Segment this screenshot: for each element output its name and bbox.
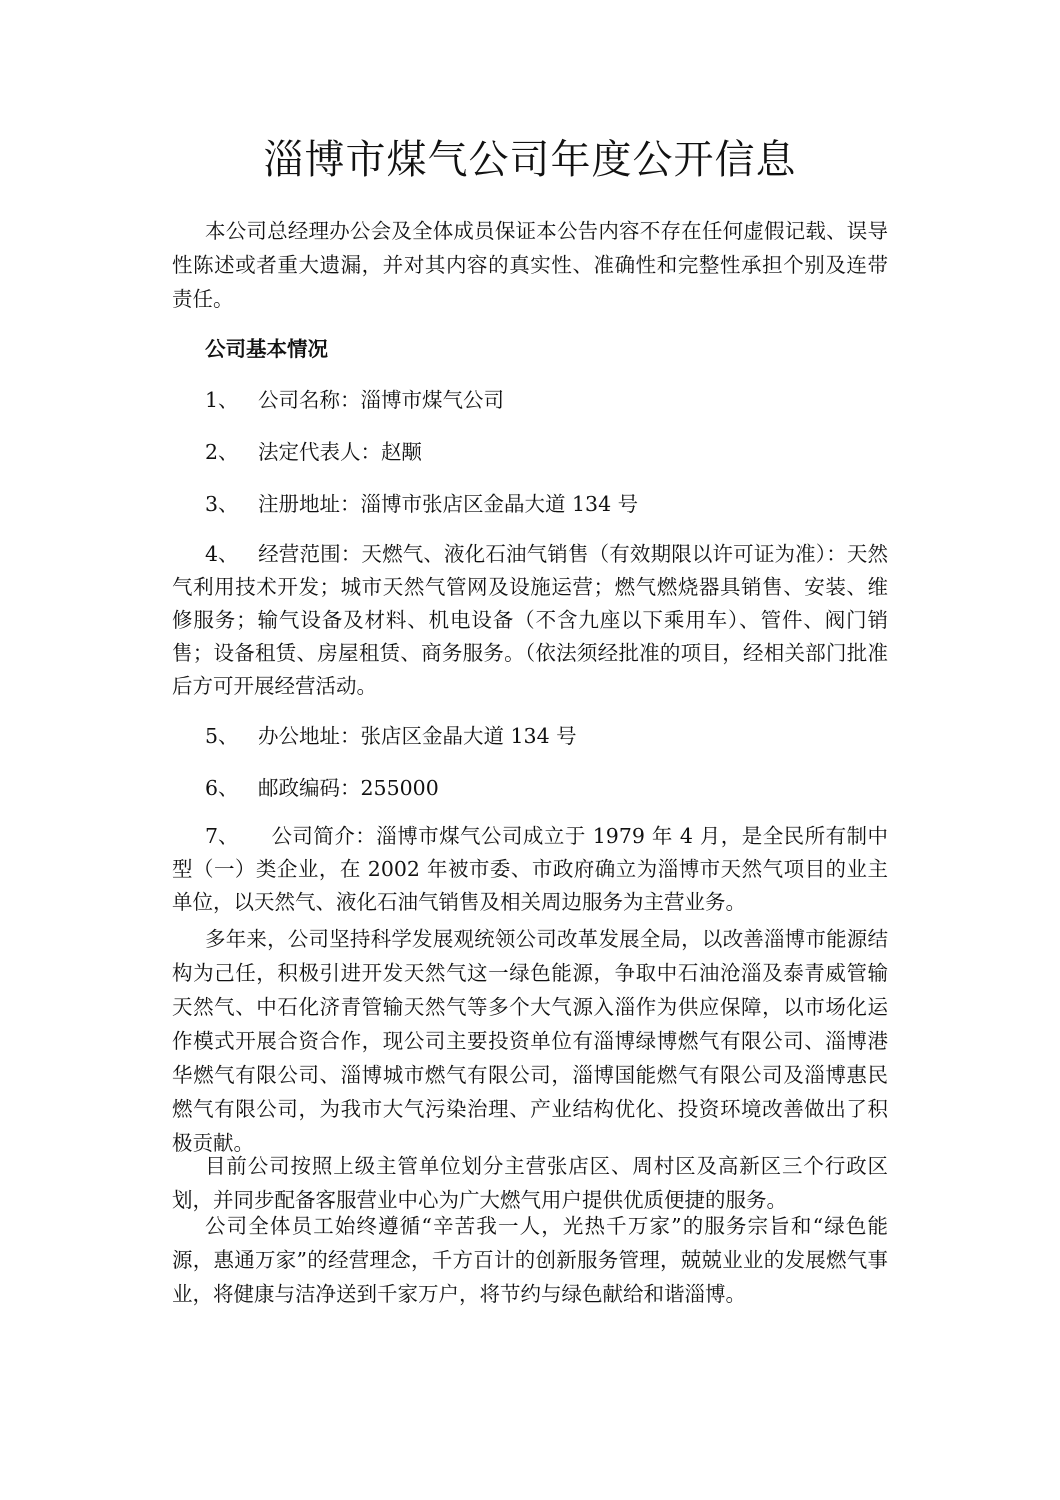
info-item-registered-address: [205, 487, 638, 521]
body-paragraph-philosophy: 公司全体员工始终遵循“辛苦我一人，光热千万家”的服务宗旨和“绿色能源，惠通万家”的经营理念，千方百计的创新服务管理，兢兢业业的发展燃气事业，将健康与洁净送到千家万户，将节约与绿色献给和谐淄博。: [172, 1214, 888, 1306]
item-number: 6、: [205, 776, 239, 800]
info-item-office-address: [205, 719, 577, 753]
item-number: 4、: [205, 542, 239, 566]
intro-paragraph: 本公司总经理办公会及全体成员保证本公告内容不存在任何虚假记载、误导性陈述或者重大遗漏，并对其内容的真实性、准确性和完整性承担个别及连带责任。: [172, 219, 888, 311]
info-item-postal-code: [205, 771, 439, 805]
item-text: 公司名称：淄博市煤气公司: [258, 388, 504, 412]
item-text: 经营范围：天燃气、液化石油气销售（有效期限以许可证为准）：天然气利用技术开发；城市天然气管网及设施运营；燃气燃烧器具销售、安装、维修服务；输气设备及材料、机电设备（不含九座以下乘用车）、管件、阀门销售；设备租赁、房屋租赁、商务服务。（依法须经批准的项目，经相关部门批准后方可开展经营活动。: [172, 542, 888, 698]
item-text: 办公地址：张店区金晶大道 134 号: [258, 724, 577, 748]
item-number: 2、: [205, 440, 239, 464]
section-heading: 公司基本情况: [205, 337, 328, 361]
info-item-business-scope: [172, 538, 888, 703]
info-item-legal-rep: [205, 435, 422, 469]
body-paragraph-service-area: 目前公司按照上级主管单位划分主营张店区、周村区及高新区三个行政区划，并同步配备客服营业中心为广大燃气用户提供优质便捷的服务。: [172, 1154, 888, 1212]
item-number: 7、: [205, 824, 239, 848]
body-paragraph-history: 多年来，公司坚持科学发展观统领公司改革发展全局，以改善淄博市能源结构为己任，积极引进开发天然气这一绿色能源，争取中石油沧淄及泰青威管输天然气、中石化济青管输天然气等多个大气源入淄作为供应保障，以市场化运作模式开展合资合作，现公司主要投资单位有淄博绿博燃气有限公司、淄博港华燃气有限公司、淄博城市燃气有限公司，淄博国能燃气有限公司及淄博惠民燃气有限公司，为我市大气污染治理、产业结构优化、投资环境改善做出了积极贡献。: [172, 927, 888, 1155]
item-text: 法定代表人：赵颙: [258, 440, 422, 464]
item-text: 公司简介：淄博市煤气公司成立于 1979 年 4 月，是全民所有制中型（一）类企业，在 2002 年被市委、市政府确立为淄博市天然气项目的业主单位，以天然气、液化石油气销售及相关周边服务为主营业务。: [172, 824, 888, 914]
info-item-company-profile: [172, 820, 888, 919]
info-item-company-name: [205, 383, 504, 417]
item-number: 5、: [205, 724, 239, 748]
item-number: 1、: [205, 388, 239, 412]
item-number: 3、: [205, 492, 239, 516]
item-text: 注册地址：淄博市张店区金晶大道 134 号: [258, 492, 639, 516]
page-title: 淄博市煤气公司年度公开信息: [263, 137, 797, 183]
item-text: 邮政编码：255000: [258, 776, 439, 800]
